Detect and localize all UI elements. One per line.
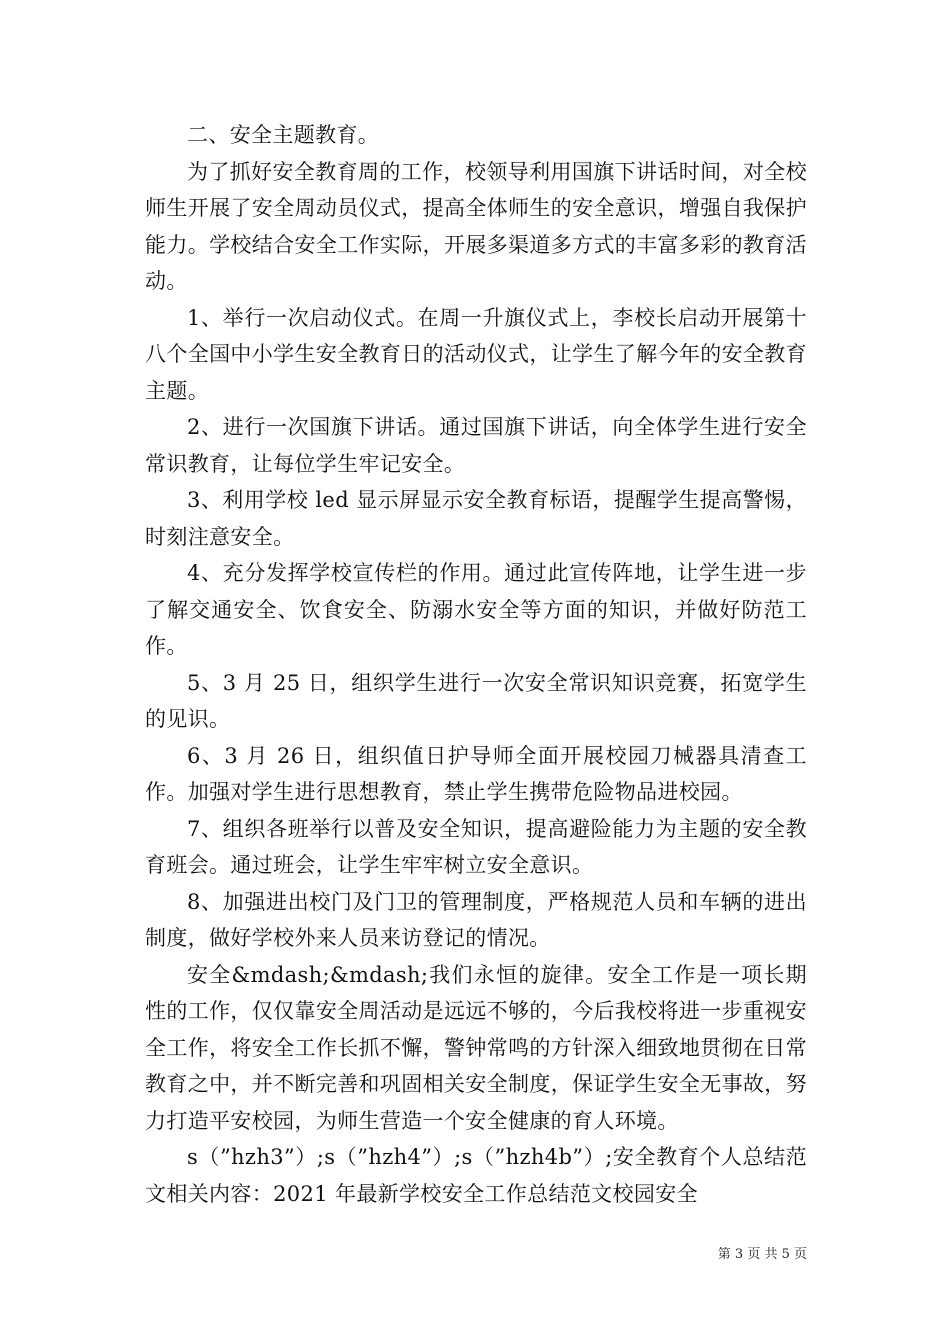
item-3-paragraph: 3、利用学校 led 显示屏显示安全教育标语，提醒学生提高警惕，时刻注意安全。 <box>145 488 807 549</box>
page-number-footer: 第 3 页 共 5 页 <box>717 1247 807 1262</box>
item-8-paragraph: 8、加强进出校门及门卫的管理制度，严格规范人员和车辆的进出制度，做好学校外来人员来访登记的情况。 <box>145 889 807 950</box>
item-5-paragraph: 5、3 月 25 日，组织学生进行一次安全常识知识竞赛，拓宽学生的见识。 <box>145 670 807 731</box>
item-7-paragraph: 7、组织各班举行以普及安全知识，提高避险能力为主题的安全教育班会。通过班会，让学生牢牢树立安全意识。 <box>145 816 807 877</box>
item-2-paragraph: 2、进行一次国旗下讲话。通过国旗下讲话，向全体学生进行安全常识教育，让每位学生牢记安全。 <box>145 415 807 476</box>
related-content-paragraph: s（”hzh3”）;s（”hzh4”）;s（”hzh4b”）;安全教育个人总结范文相关内容：2021 年最新学校安全工作总结范文校园安全 <box>145 1145 807 1206</box>
intro-paragraph: 为了抓好安全教育周的工作，校领导利用国旗下讲话时间，对全校师生开展了安全周动员仪式，提高全体师生的安全意识，增强自我保护能力。学校结合安全工作实际，开展多渠道多方式的丰富多彩的教育活动。 <box>145 159 807 293</box>
section-heading: 二、安全主题教育。 <box>187 123 380 147</box>
item-6-paragraph: 6、3 月 26 日，组织值日护导师全面开展校园刀械器具清查工作。加强对学生进行思想教育，禁止学生携带危险物品进校园。 <box>145 743 807 804</box>
document-body <box>145 117 807 1212</box>
conclusion-paragraph: 安全&mdash;&mdash;我们永恒的旋律。安全工作是一项长期性的工作，仅仅靠安全周活动是远远不够的，今后我校将进一步重视安全工作，将安全工作长抓不懈，警钟常鸣的方针深入细致地贯彻在日常教育之中，并不断完善和巩固相关安全制度，保证学生安全无事故，努力打造平安校园，为师生营造一个安全健康的育人环境。 <box>145 962 807 1133</box>
item-1-paragraph: 1、举行一次启动仪式。在周一升旗仪式上，李校长启动开展第十八个全国中小学生安全教育日的活动仪式，让学生了解今年的安全教育主题。 <box>145 305 807 403</box>
item-4-paragraph: 4、充分发挥学校宣传栏的作用。通过此宣传阵地，让学生进一步了解交通安全、饮食安全、防溺水安全等方面的知识，并做好防范工作。 <box>145 561 807 658</box>
